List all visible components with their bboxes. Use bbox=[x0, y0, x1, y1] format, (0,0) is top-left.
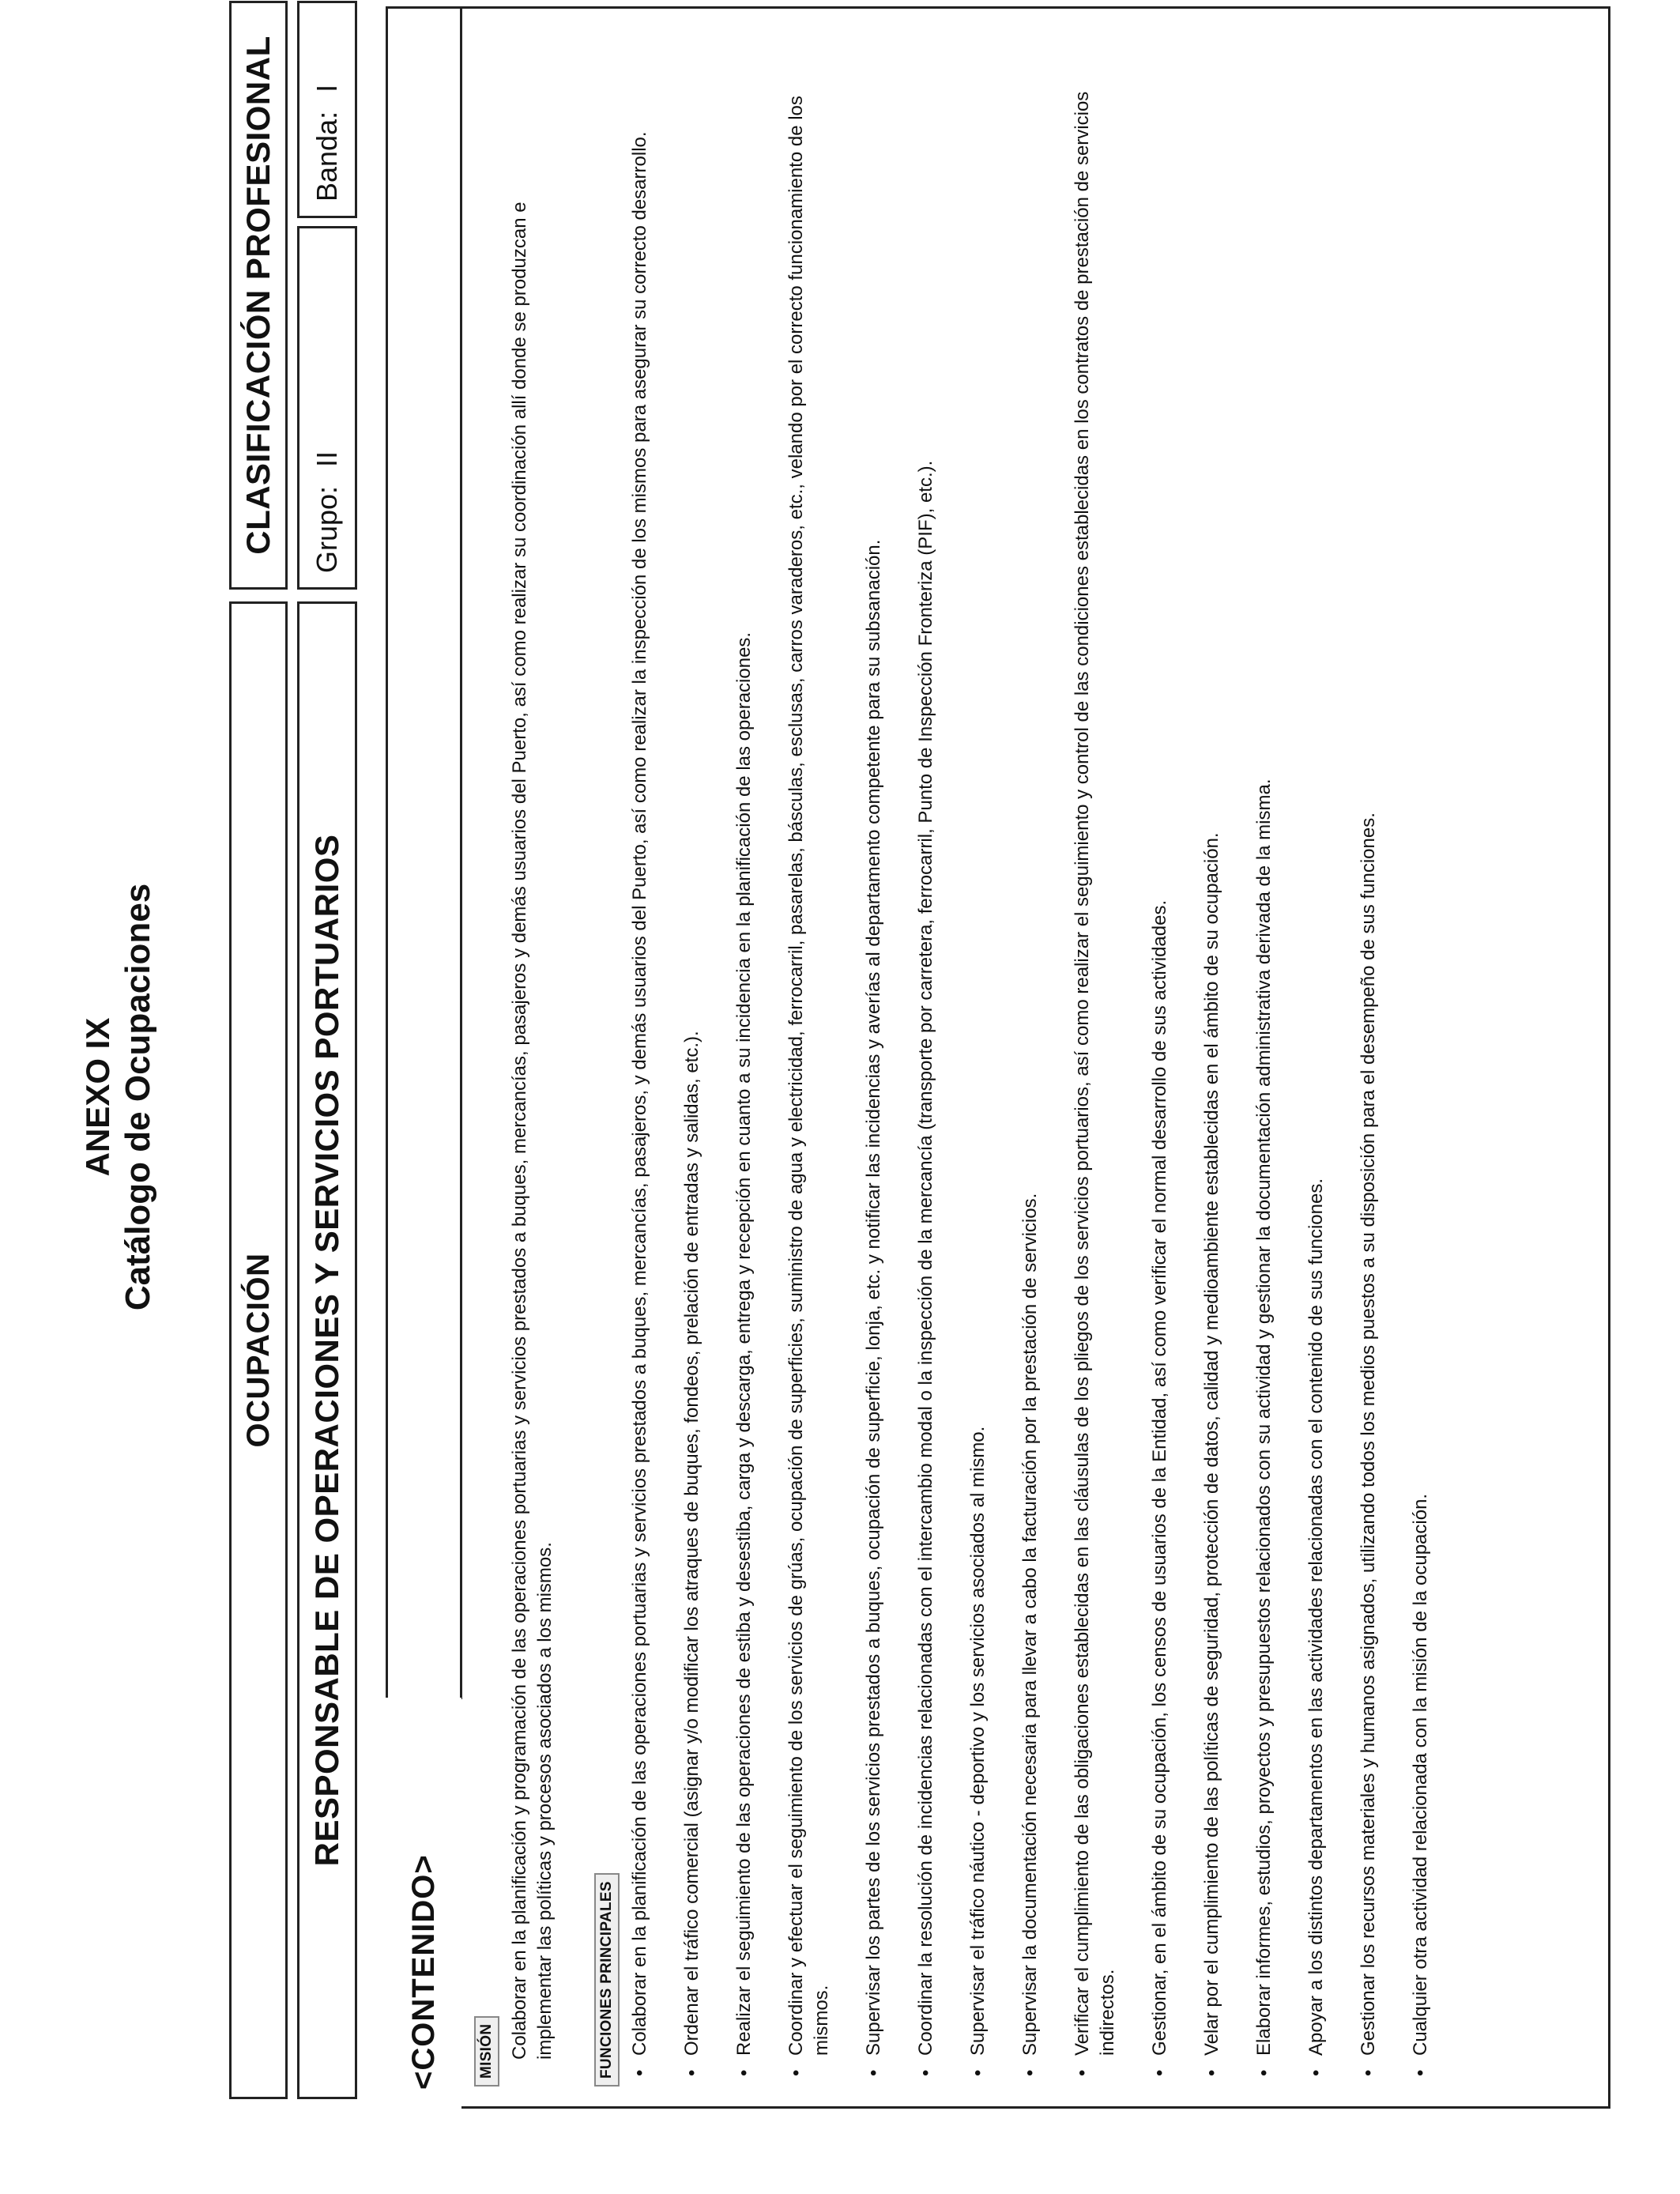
list-item: • Realizar el seguimiento de las operaciones de estiba y desestiba, carga y descarga, entrega y recepción en cuanto a su incidencia en la planificación de las operaciones. bbox=[732, 56, 757, 2079]
list-item: • Coordinar y efectuar el seguimiento de los servicios de grúas, ocupación de superficies, suministro de agua y electricidad, ferrocarril, pasarelas, básculas, esclusas, carros varaderos, etc., velando por el correcto funcionamiento de los mismos. bbox=[784, 56, 834, 2079]
list-item: • Supervisar la documentación necesaria para llevar a cabo la facturación por la prestación de servicios. bbox=[1018, 56, 1043, 2079]
list-item: • Velar por el cumplimiento de las políticas de seguridad, protección de datos, calidad y medioambiente establecidas en el ámbito de su ocupación. bbox=[1200, 56, 1225, 2079]
classification-header-box bbox=[229, 1, 288, 590]
list-item: • Supervisar los partes de los servicios prestados a buques, ocupación de superficie, lonja, etc. y notificar las incidencias y averías al departamento competente para su subsanación. bbox=[861, 56, 887, 2079]
list-item: • Ordenar el tráfico comercial (asignar y/o modificar los atraques de buques, fondeos, prelación de entradas y salidas, etc.). bbox=[680, 56, 705, 2079]
funciones-list bbox=[627, 56, 1460, 2079]
list-item: • Gestionar los recursos materiales y humanos asignados, utilizando todos los medios puestos a su disposición para el desempeño de sus funciones. bbox=[1356, 56, 1381, 2079]
banda-value: I bbox=[311, 84, 343, 92]
banda-box bbox=[297, 1, 357, 218]
list-item: • Gestionar, en el ámbito de su ocupación, los censos de usuarios de la Entidad, así como verificar el normal desarrollo de sus actividades. bbox=[1147, 56, 1173, 2079]
catalog-title: Catálogo de Ocupaciones bbox=[119, 883, 157, 1311]
list-item: • Coordinar la resolución de incidencias relacionadas con el intercambio modal o la inspección de la mercancía (transporte por carretera, ferrocarril, Punto de Inspección Fronteriza (PIF), etc.). bbox=[913, 56, 939, 2079]
grupo-box bbox=[297, 226, 357, 590]
annex-title: ANEXO IX bbox=[79, 1017, 116, 1177]
list-item: • Apoyar a los distintos departamentos en las actividades relacionadas con el contenido de sus funciones. bbox=[1304, 56, 1329, 2079]
grupo-label: Grupo: bbox=[311, 485, 343, 573]
list-item: • Cualquier otra actividad relacionada con la misión de la ocupación. bbox=[1408, 56, 1433, 2079]
banda-label: Banda: bbox=[311, 111, 343, 202]
occupation-header-box bbox=[229, 601, 288, 2099]
classification-heading: CLASIFICACIÓN PROFESIONAL bbox=[239, 36, 277, 555]
funciones-label: FUNCIONES PRINCIPALES bbox=[594, 1873, 620, 2087]
list-item: • Colaborar en la planificación de las operaciones portuarias y servicios prestados a buques, mercancías, pasajeros, y demás usuarios del Puerto, así como realizar la inspección de los mismos para asegurar su correcto desarrollo. bbox=[627, 56, 653, 2079]
mision-text: Colaborar en la planificación y programación de las operaciones portuarias y servicios prestados a buques, mercancías, pasajeros y demás usuarios del Puerto, así como realizar su coordinación allí donde se produzcan e implementar las políticas y procesos asociados a los mismos. bbox=[509, 202, 556, 2060]
occupation-name-box bbox=[297, 601, 357, 2099]
occupation-name: RESPONSABLE DE OPERACIONES Y SERVICIOS PORTUARIOS bbox=[308, 834, 345, 1867]
contenido-tab: <CONTENIDO> bbox=[386, 1698, 461, 2109]
content-tab-divider bbox=[460, 6, 462, 1699]
list-item: • Elaborar informes, estudios, proyectos y presupuestos relacionados con su actividad y gestionar la documentación administrativa derivada de la misma. bbox=[1252, 56, 1277, 2079]
grupo-value: II bbox=[311, 450, 343, 467]
list-item: • Verificar el cumplimiento de las obligaciones establecidas en las cláusulas de los pliegos de los servicios portuarios, así como realizar el seguimiento y control de las condiciones establecidas en los contratos de prestación de servicios indirectos. bbox=[1070, 56, 1121, 2079]
occupation-heading: OCUPACIÓN bbox=[240, 1253, 276, 1448]
mision-label: MISIÓN bbox=[474, 2016, 499, 2087]
list-item: • Supervisar el tráfico náutico - deportivo y los servicios asociados al mismo. bbox=[966, 56, 991, 2079]
